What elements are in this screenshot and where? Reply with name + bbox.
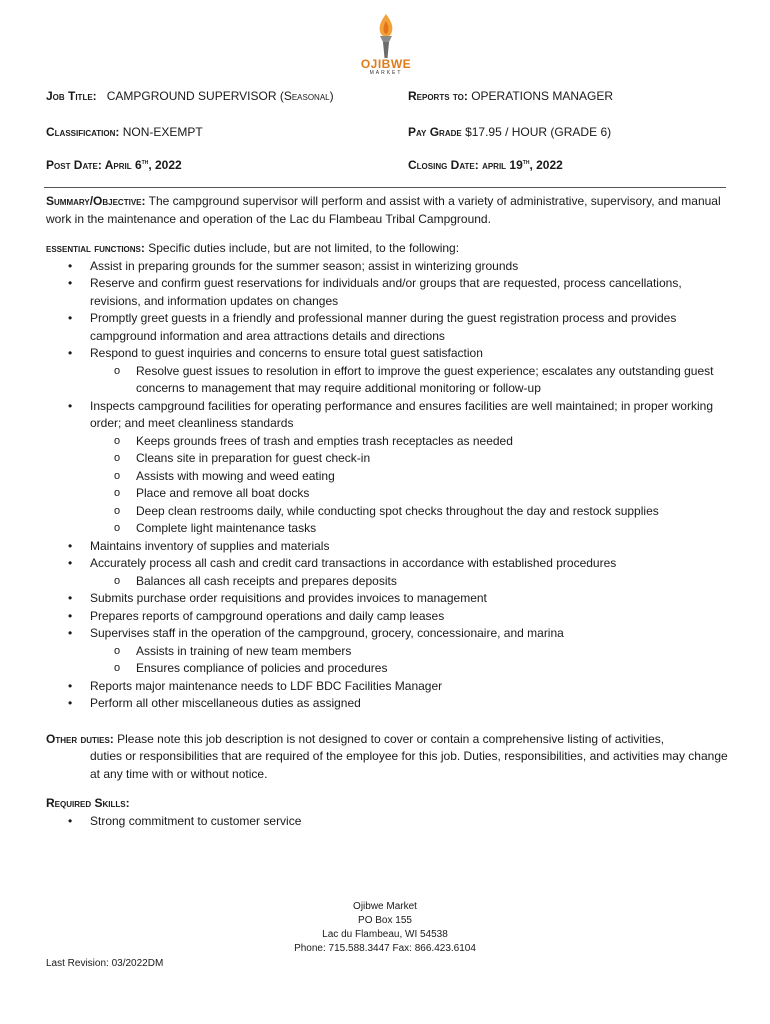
job-title: Job Title: CAMPGROUND SUPERVISOR (Seasonal) (46, 89, 334, 103)
list-item: • Respond to guest inquiries and concerns to ensure total guest satisfaction (46, 345, 730, 363)
list-item: • Reserve and confirm guest reservations for individuals and/or groups that are requested, process cancellations, revisions, and information updates on changes (46, 275, 730, 310)
list-item: • Accurately process all cash and credit card transactions in accordance with established procedures (46, 555, 730, 573)
other-duties-continued: duties or responsibilities that are required of the employee for this job. Duties, responsibilities, and activities may change at any time with or without notice. (90, 749, 728, 781)
last-revision: Last Revision: 03/2022DM (46, 958, 164, 969)
summary-paragraph: Summary/Objective: The campground supervisor will perform and assist with a variety of administrative, supervisory, and manual work in the maintenance and operation of the Lac du Flambeau Tribal Campground. (46, 194, 721, 226)
list-item: • Maintains inventory of supplies and materials (46, 538, 730, 556)
logo-subtitle: MARKET (369, 70, 403, 76)
classification: Classification: NON-EXEMPT (46, 125, 203, 139)
list-item: • Strong commitment to customer service (46, 813, 730, 831)
post-date: Post Date: April 6th, 2022 (46, 158, 182, 172)
list-subitem: o Deep clean restrooms daily, while conducting spot checks throughout the day and restock supplies (46, 503, 730, 521)
list-subitem: o Resolve guest issues to resolution in effort to improve the guest experience; escalates any outstanding guest concerns to management that may require additional monitoring or follow-up (46, 363, 730, 398)
footer-city: Lac du Flambeau, WI 54538 (322, 929, 448, 940)
list-item: • Submits purchase order requisitions and provides invoices to management (46, 590, 730, 608)
logo-wordmark: OJIBWE (360, 57, 412, 71)
ojibwe-market-logo (356, 12, 416, 82)
footer-company: Ojibwe Market (353, 901, 417, 912)
list-subitem: o Ensures compliance of policies and procedures (46, 660, 730, 678)
list-subitem: o Assists in training of new team members (46, 643, 730, 661)
list-subitem: o Assists with mowing and weed eating (46, 468, 730, 486)
list-item: • Assist in preparing grounds for the summer season; assist in winterizing grounds (46, 258, 730, 276)
list-item: • Reports major maintenance needs to LDF BDC Facilities Manager (46, 678, 730, 696)
pay-grade: Pay Grade $17.95 / HOUR (GRADE 6) (408, 125, 612, 139)
reports-to: Reports to: OPERATIONS MANAGER (408, 89, 613, 103)
required-skills-heading: Required Skills: (46, 796, 130, 810)
list-item: • Supervises staff in the operation of the campground, grocery, concessionaire, and marina (46, 625, 730, 643)
list-subitem: o Complete light maintenance tasks (46, 520, 730, 538)
torch-icon (371, 12, 401, 60)
essential-functions-heading: essential functions: Specific duties include, but are not limited, to the following: (46, 241, 460, 255)
list-subitem: o Place and remove all boat docks (46, 485, 730, 503)
list-item: • Inspects campground facilities for operating performance and ensures facilities are well maintained; in proper working order; and meet cleanliness standards (46, 398, 730, 433)
header-divider (44, 187, 726, 188)
required-skills-list (46, 813, 730, 831)
footer-address (0, 900, 770, 956)
footer-po-box: PO Box 155 (358, 915, 412, 926)
essential-functions-list (46, 258, 730, 713)
other-duties-paragraph: Other duties: Please note this job description is not designed to cover or contain a comprehensive listing of activities, (46, 731, 665, 746)
closing-date: Closing Date: april 19th, 2022 (408, 158, 563, 172)
document-body (46, 193, 730, 830)
list-subitem: o Keeps grounds frees of trash and empties trash receptacles as needed (46, 433, 730, 451)
list-item: • Promptly greet guests in a friendly and professional manner during the guest registration process and provides campground information and area attractions details and directions (46, 310, 730, 345)
list-item: • Perform all other miscellaneous duties as assigned (46, 695, 730, 713)
footer-phone: Phone: 715.588.3447 Fax: 866.423.6104 (294, 943, 476, 954)
list-subitem: o Balances all cash receipts and prepares deposits (46, 573, 730, 591)
list-subitem: o Cleans site in preparation for guest check-in (46, 450, 730, 468)
list-item: • Prepares reports of campground operations and daily camp leases (46, 608, 730, 626)
